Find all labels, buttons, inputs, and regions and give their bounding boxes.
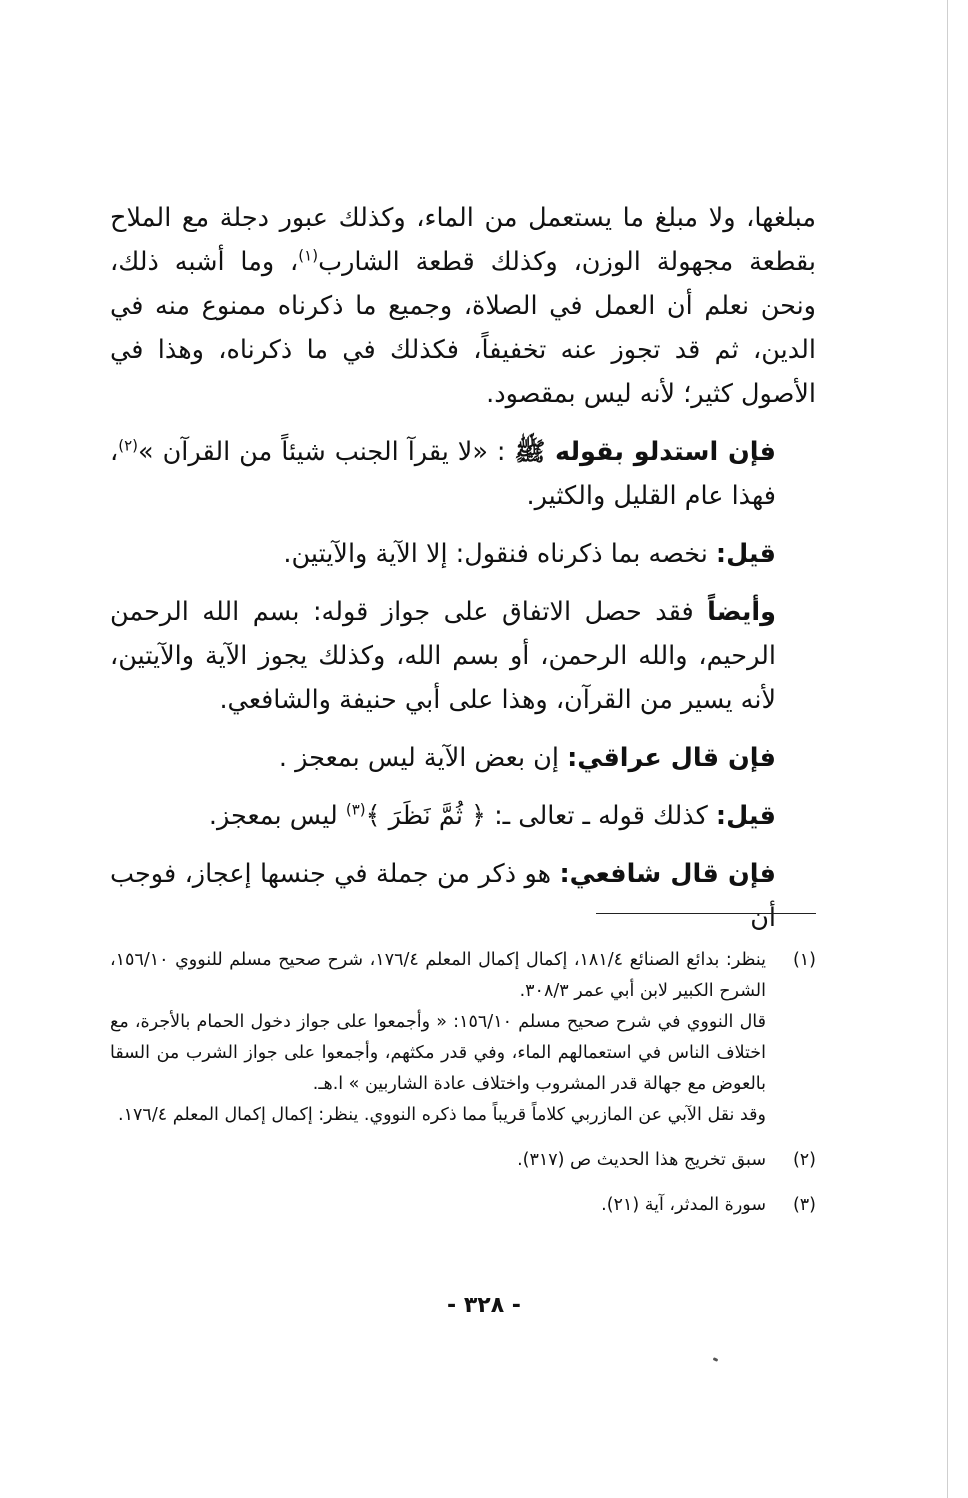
paragraph-7-text: هو ذكر من جملة في جنسها إعجاز، فوجب أن (110, 859, 776, 933)
footnote-line: ينظر: بدائع الصنائع ١٨١/٤، إكمال إكمال المعلم ١٧٦/٤، شرح صحيح مسلم للنووي ١٥٦/١٠، الشرح الكبير لابن أبي عمر ٣٠٨/٣. (110, 950, 766, 1001)
paragraph-4 (110, 590, 816, 722)
paragraph-2 (110, 430, 816, 518)
footnote-ref-1[interactable]: (١) (298, 246, 319, 265)
paragraph-1-text: مبلغها، ولا مبلغ ما يستعمل من الماء، وكذلك عبور دجلة مع الملاح بقطعة مجهولة الوزن، وكذلك قطعة الشارب (110, 203, 817, 277)
footnote-line: وقد نقل الآبي عن المازربي كلاماً قريباً مما ذكره النووي. ينظر: إكمال إكمال المعلم ١٧٦/٤. (118, 1105, 766, 1125)
main-text (110, 196, 816, 940)
footnote-2 (110, 1145, 816, 1176)
footnote-ref-3[interactable]: (٣) (345, 800, 366, 819)
footnote-3 (110, 1190, 816, 1221)
paragraph-1-tail: ، وما أشبه ذلك، ونحن نعلم أن العمل في الصلاة، وجميع ما ذكرناه ممنوع منه في الدين، ثم قد تجوز عنه تخفيفاً، فكذلك في ما ذكرناه، وهذا في الأصول كثير؛ لأنه ليس بمقصود. (110, 247, 816, 409)
footnote-number: (٣) (792, 1195, 816, 1215)
paragraph-5-text: إن بعض الآية ليس بمعجز . (278, 743, 568, 773)
paragraph-2-tail: ، فهذا عام القليل والكثير. (110, 437, 776, 511)
paragraph-5-lead: فإن قال عراقي: (567, 743, 776, 773)
footnote-number: (٢) (792, 1150, 816, 1170)
page-edge-line (947, 0, 948, 1498)
paragraph-6-text: كذلك قوله ـ تعالى ـ: ﴿ ثُمَّ نَظَرَ ﴾ (365, 801, 716, 831)
paragraph-7 (110, 852, 816, 940)
paragraph-2-lead: فإن استدلو بقوله ﷺ (514, 437, 776, 467)
scan-speck (713, 1357, 719, 1362)
footnote-line: قال النووي في شرح صحيح مسلم ١٥٦/١٠: « وأجمعوا على جواز دخول الحمام بالأجرة، مع اختلاف الناس في استعمالهم الماء، وفي قدر مكثهم، وأجمعوا على جواز الشرب من السقا بالعوض مع جهالة قدر المشروب واختلاف عادة الشاربين » ا.هـ. (110, 1012, 766, 1094)
footnote-line: سورة المدثر، آية (٢١). (601, 1195, 766, 1215)
paragraph-6-tail: ليس بمعجز. (208, 801, 346, 831)
footnote-number: (١) (792, 950, 816, 970)
paragraph-4-text: فقد حصل الاتفاق على جواز قوله: بسم الله الرحمن الرحيم، والله الرحمن، أو بسم الله، وكذلك يجوز الآية والآيتين، لأنه يسير من القرآن، وهذا على أبي حنيفة والشافعي. (110, 597, 776, 715)
paragraph-6-lead: قيل: (715, 801, 776, 831)
paragraph-7-lead: فإن قال شافعي: (559, 859, 776, 889)
paragraph-4-lead: وأيضاً (707, 597, 776, 627)
footnotes (110, 945, 816, 1221)
page-number: - ٣٢٨ - (447, 1293, 521, 1318)
paragraph-3-text: نخصه بما ذكرناه فنقول: إلا الآية والآيتين. (283, 539, 716, 569)
paragraph-1 (110, 196, 816, 416)
paragraph-2-text: : «لا يقرآ الجنب شيئاً من القرآن » (138, 437, 515, 467)
paragraph-3 (110, 532, 816, 576)
paragraph-3-lead: قيل: (715, 539, 776, 569)
paragraph-6 (110, 794, 816, 838)
footnote-1 (110, 945, 816, 1131)
footnote-ref-2[interactable]: (٢) (118, 436, 139, 455)
footnote-line: سبق تخريج هذا الحديث ص (٣١٧). (517, 1150, 766, 1170)
footnote-divider (596, 913, 816, 914)
paragraph-5 (110, 736, 816, 780)
